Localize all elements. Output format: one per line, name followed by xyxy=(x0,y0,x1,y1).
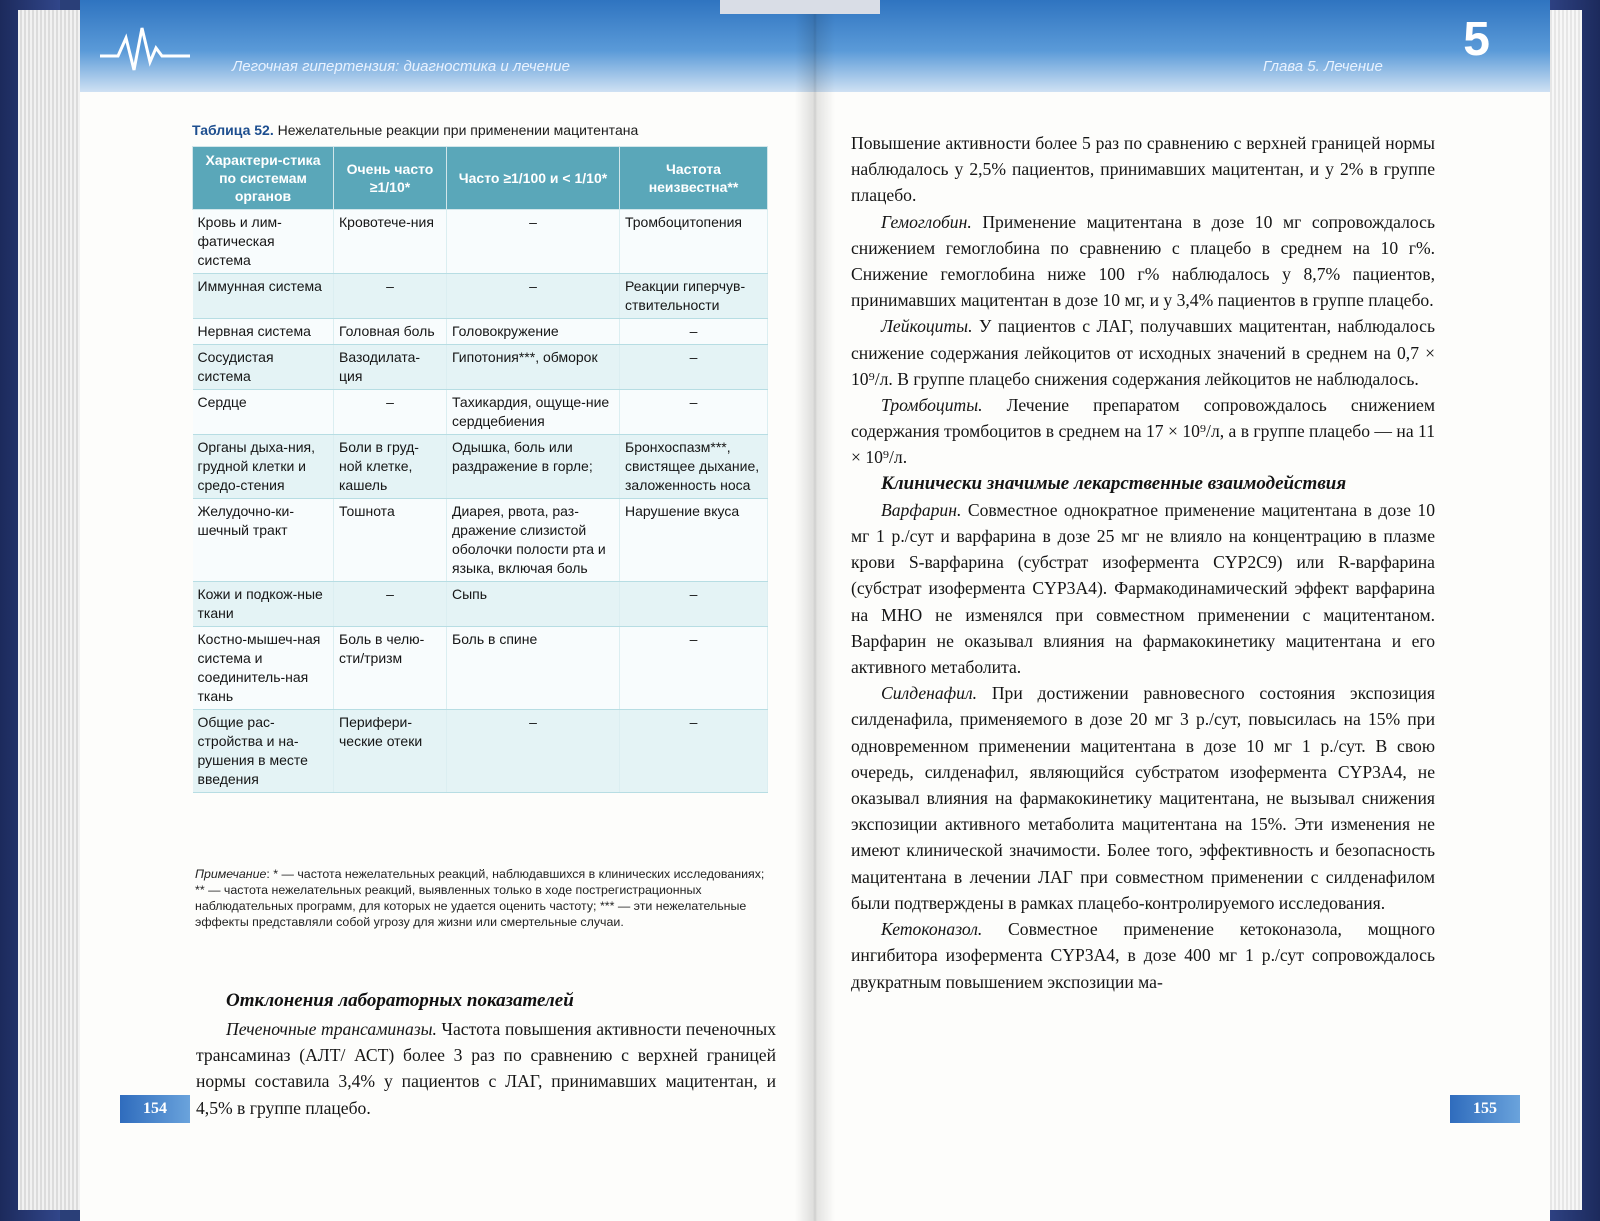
table-cell: Сердце xyxy=(193,390,334,435)
page-number: 155 xyxy=(1450,1095,1520,1123)
table-cell: – xyxy=(334,274,447,319)
table-cell: Нервная система xyxy=(193,319,334,345)
table-row xyxy=(193,345,768,390)
paragraph-text: При достижении равновесного состояния экспозиция силденафила, применяемого в дозе 20 мг 3 р./сут, повысилась на 15% при одновременном применении мацитентана в дозе 10 мг 1 р./сут. В свою очередь, силденафил, являющийся субстратом изофермента CYP3A4, не оказывал влияния на фармакокинетику мацитентана, не вызывал снижения экспозиции активного метаболита мацитентана на 15%. Эти изменения не имеют клинической значимости. Более того, эффективность и безопасность мацитентана в лечении ЛАГ при совместном применении с силденафилом были подтверждены в рамках плацебо-контролируемого исследования. xyxy=(851,683,1435,913)
heartbeat-icon xyxy=(100,18,190,78)
book-spine-shadow xyxy=(795,0,835,1221)
table-cell: Кровь и лим-фатическая система xyxy=(193,210,334,274)
table-cell: Сыпь xyxy=(447,582,620,627)
table-row xyxy=(193,390,768,435)
book-top-gap xyxy=(720,0,880,14)
right-page xyxy=(815,0,1550,1221)
table-cell: – xyxy=(620,345,768,390)
table-cell: Боль в челю-сти/тризм xyxy=(334,627,447,710)
table-row xyxy=(193,210,768,274)
left-page xyxy=(80,0,815,1221)
table-cell: Головная боль xyxy=(334,319,447,345)
table-cell: Бронхоспазм***, свистящее дыхание, заложенность носа xyxy=(620,435,768,499)
table-body xyxy=(193,210,768,793)
paragraph-lead: Варфарин. xyxy=(881,499,962,520)
table-cell: – xyxy=(620,710,768,793)
table-note-label: Примечание xyxy=(195,867,267,881)
table-cell: – xyxy=(447,210,620,274)
table-header-cell: Частота неизвестна** xyxy=(620,147,768,210)
table-cell: – xyxy=(620,390,768,435)
table-caption xyxy=(192,122,638,138)
table-cell: Боли в груд-ной клетке, кашель xyxy=(334,435,447,499)
table-cell: Нарушение вкуса xyxy=(620,499,768,582)
paragraph-text: У пациентов с ЛАГ, получавших мацитентан, наблюдалось снижение содержания лейкоцитов от исходных значений в среднем на 0,7 × 10⁹/л. В группе плацебо снижения содержания лейкоцитов не наблюдалось. xyxy=(851,316,1435,389)
paragraph-text: Совместное применение кетоконазола, мощного ингибитора изофермента CYP3A4, в дозе 400 мг 1 р./сут сопровождалось двукратным повышением экспозиции ма- xyxy=(851,919,1435,992)
paragraph-lead: Гемоглобин. xyxy=(881,211,972,232)
section-title: Отклонения лабораторных показателей xyxy=(226,990,574,1011)
table-row xyxy=(193,435,768,499)
paragraph-text: Частота повышения активности печеночных трансаминаз (АЛТ/ АСТ) более 3 раз по сравнению с верхней границей нормы составила 3,4% у пациентов с ЛАГ, принимавших мацитентан, и 4,5% в группе плацебо. xyxy=(196,1019,776,1118)
table-cell: Одышка, боль или раздражение в горле; xyxy=(447,435,620,499)
adverse-reactions-table xyxy=(192,146,768,793)
running-head: Легочная гипертензия: диагностика и лечение xyxy=(232,58,570,75)
paragraph-text: Совместное однократное применение мацитентана в дозе 10 мг 1 р./сут и варфарина в дозе 25 мг не влияло на концентрацию в плазме крови S-варфарина (субстрат изофермента CYP2C9) или R-варфарина (субстрат изофермента CYP3A4). Фармакодинамический эффект варфарина на МНО не изменялся при совместном применении с мацитентаном. Варфарин не оказывал влияния на фармакокинетику мацитентана и его активного метаболита. xyxy=(851,499,1435,678)
table-cell: Кровотече-ния xyxy=(334,210,447,274)
table-row xyxy=(193,319,768,345)
table-header-row xyxy=(193,147,768,210)
table-cell: Тромбоцитопения xyxy=(620,210,768,274)
paragraph-lead: Кетоконазол. xyxy=(881,919,983,940)
table-cell: Общие рас-стройства и на-рушения в месте введения xyxy=(193,710,334,793)
chapter-number: 5 xyxy=(1463,13,1490,66)
paragraph-lead: Печеночные трансаминазы. xyxy=(226,1019,437,1039)
table-cell: Желудочно-ки-шечный тракт xyxy=(193,499,334,582)
paragraph-lead: Силденафил. xyxy=(881,683,978,704)
table-header-cell: Характери-стика по системам органов xyxy=(193,147,334,210)
table-cell: – xyxy=(620,627,768,710)
table-cell: – xyxy=(334,582,447,627)
page-edges-left xyxy=(18,10,88,1210)
table-cell: Боль в спине xyxy=(447,627,620,710)
table-row xyxy=(193,582,768,627)
paragraph-lead: Тромбоциты. xyxy=(881,395,983,416)
table-row xyxy=(193,499,768,582)
table-row xyxy=(193,710,768,793)
table-header-cell: Очень часто ≥1/10* xyxy=(334,147,447,210)
table-cell: Реакции гиперчув-ствительности xyxy=(620,274,768,319)
table-cell: Органы дыха-ния, грудной клетки и средо-стения xyxy=(193,435,334,499)
table-header-cell: Часто ≥1/100 и < 1/10* xyxy=(447,147,620,210)
table-caption-text: Нежелательные реакции при применении мацитентана xyxy=(273,122,639,138)
section-title: Клинически значимые лекарственные взаимодействия xyxy=(881,472,1347,494)
table-cell: – xyxy=(447,274,620,319)
table-cell: Иммунная система xyxy=(193,274,334,319)
right-header-band xyxy=(815,0,1550,92)
table-cell: – xyxy=(334,390,447,435)
table-row xyxy=(193,627,768,710)
table-cell: Костно-мышеч-ная система и соединитель-ная ткань xyxy=(193,627,334,710)
table-cell: Перифери-ческие отеки xyxy=(334,710,447,793)
table-cell: Вазодилата-ция xyxy=(334,345,447,390)
page-number: 154 xyxy=(120,1095,190,1123)
table-cell: Гипотония***, обморок xyxy=(447,345,620,390)
table-row xyxy=(193,274,768,319)
table-caption-label: Таблица 52. xyxy=(192,122,274,138)
body-text xyxy=(851,130,1435,995)
paragraph-text: Применение мацитентана в дозе 10 мг сопровождалось снижением гемоглобина по сравнению с плацебо в среднем на 10 г%. Снижение гемоглобина ниже 100 г% наблюдалось у 8,7% пациентов, принимавших мацитентан в дозе 10 мг, и у 3,4% пациентов в группе плацебо. xyxy=(851,211,1435,311)
running-head: Глава 5. Лечение xyxy=(1263,58,1383,75)
table-cell: – xyxy=(620,319,768,345)
table-cell: Кожи и подкож-ные ткани xyxy=(193,582,334,627)
table-cell: Тахикардия, ощуще-ние сердцебиения xyxy=(447,390,620,435)
paragraph-text: Повышение активности более 5 раз по сравнению с верхней границей нормы наблюдалось у 2,5% пациентов, принимавших мацитентан, и у 2% в группе плацебо. xyxy=(851,133,1435,206)
table-cell: Тошнота xyxy=(334,499,447,582)
table-note-text: : * — частота нежелательных реакций, наблюдавшихся в клинических исследованиях; ** — частота нежелательных реакций, выявленных только в ходе пострегистрационных наблюдательных программ, для которых не удается оценить частоту; *** — эти нежелательные эффекты представляли собой угрозу для жизни или смертельные случаи. xyxy=(195,867,765,929)
table-note xyxy=(195,866,770,930)
paragraph-text: Лечение препаратом сопровождалось снижением содержания тромбоцитов в среднем на 17 × 10⁹/л, а в группе плацебо — на 11 × 10⁹/л. xyxy=(851,395,1435,468)
table-cell: – xyxy=(620,582,768,627)
table-cell: Диарея, рвота, раз-дражение слизистой оболочки полости рта и языка, включая боль xyxy=(447,499,620,582)
left-header-band xyxy=(80,0,815,92)
table-cell: Сосудистая система xyxy=(193,345,334,390)
table-cell: Головокружение xyxy=(447,319,620,345)
body-text xyxy=(196,1016,776,1121)
paragraph-lead: Лейкоциты. xyxy=(881,316,973,337)
table-cell: – xyxy=(447,710,620,793)
